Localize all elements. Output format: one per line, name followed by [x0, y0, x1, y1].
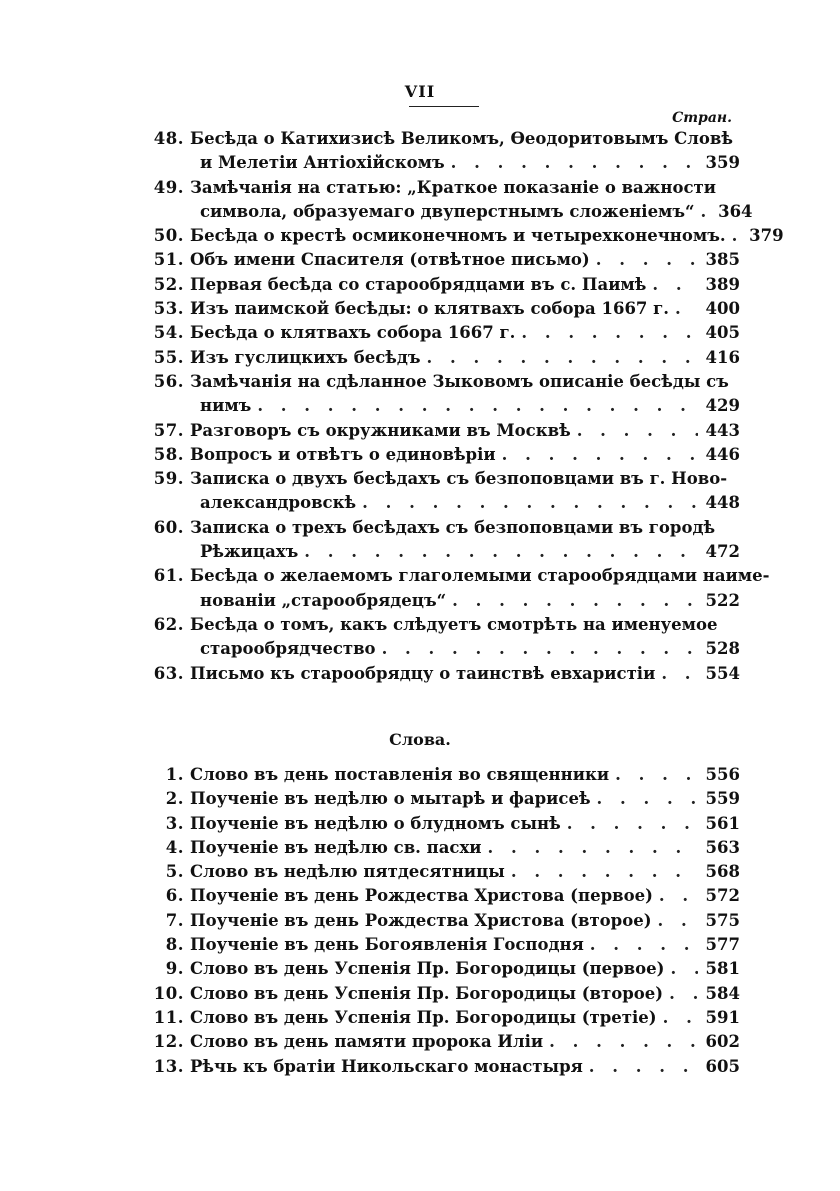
toc-entry	[140, 787, 740, 811]
toc-entry-number: 60.	[153, 517, 184, 537]
toc-entry-number: 54.	[153, 323, 184, 343]
toc-entry-line	[190, 1030, 740, 1054]
toc-entry-number: 59.	[153, 469, 184, 489]
toc-entry	[140, 467, 740, 516]
toc-entry	[140, 370, 740, 419]
toc-entry-line	[190, 248, 740, 272]
toc-page-number: 572	[705, 886, 740, 906]
toc-entry-line	[190, 516, 740, 540]
toc-entry	[140, 1006, 740, 1030]
toc-page-number: 605	[705, 1056, 740, 1076]
toc-entry-title: Бесѣда о Катихизисѣ Великомъ, Ѳеодоритовымъ Словѣ	[190, 129, 734, 148]
toc-entry-body	[190, 321, 740, 345]
toc-entry-title: Рѣжицахъ	[200, 542, 299, 562]
toc-entry-line	[190, 176, 740, 200]
toc-entry	[140, 248, 740, 272]
toc-entry-number: 53.	[153, 299, 184, 319]
toc-page-number: 446	[705, 444, 740, 464]
toc-entry-title: и Мелетіи Антіохійскомъ	[200, 153, 445, 173]
toc-entry-body	[190, 224, 784, 248]
toc-entry-number: 9.	[165, 959, 184, 979]
toc-page-number: 389	[705, 274, 740, 294]
toc-entry-number: 12.	[153, 1032, 184, 1052]
toc-entry-body	[190, 787, 740, 811]
toc-leader-dots	[663, 1006, 698, 1030]
toc-page-number: 364	[718, 201, 753, 221]
toc-entry-title: Слово въ день Успенія Пр. Богородицы (третіе)	[190, 1007, 657, 1027]
toc-section-discourses	[140, 127, 784, 686]
toc-entry-line	[190, 224, 784, 248]
toc-entry-number: 13.	[153, 1056, 184, 1076]
toc-leader-dots	[362, 491, 698, 515]
toc-entry-line	[190, 662, 740, 686]
toc-entry-body	[190, 370, 740, 419]
toc-leader-dots	[615, 763, 698, 787]
toc-leader-dots	[659, 884, 698, 908]
toc-leader-dots	[590, 933, 698, 957]
toc-entry-number: 2.	[165, 789, 184, 809]
toc-entry	[140, 224, 784, 248]
toc-entry-title: символа, образуемаго двуперстнымъ сложеніемъ“	[200, 201, 695, 221]
toc-entry-title: Поученіе въ недѣлю св. пасхи	[190, 837, 482, 857]
toc-entry-body	[190, 763, 740, 787]
toc-page-number: 359	[705, 153, 740, 173]
toc-entry-number: 48.	[153, 129, 184, 148]
toc-entry-number: 10.	[153, 983, 184, 1003]
toc-entry-line	[190, 346, 740, 370]
toc-leader-dots	[597, 787, 698, 811]
toc-leader-dots	[521, 321, 698, 345]
toc-entry-body	[190, 516, 740, 565]
toc-entry-number: 3.	[165, 813, 184, 833]
toc-page-number: 591	[705, 1007, 740, 1027]
toc-entry	[140, 909, 740, 933]
toc-entry-body	[190, 613, 740, 662]
toc-leader-dots	[670, 957, 698, 981]
toc-page-number: 581	[705, 959, 740, 979]
toc-entry	[140, 957, 740, 981]
toc-entry-number: 57.	[153, 420, 184, 440]
toc-entry-title: Изъ паимской бесѣды: о клятвахъ собора 1667 г.	[190, 299, 669, 319]
toc-page-number: 400	[705, 299, 740, 319]
toc-entry	[140, 836, 740, 860]
toc-entry-line	[190, 419, 740, 443]
toc-page-number: 559	[705, 789, 740, 809]
toc-entry-title: Первая бесѣда со старообрядцами въ с. Паимѣ	[190, 274, 647, 294]
toc-entry-body	[190, 909, 740, 933]
toc-entry-line	[190, 787, 740, 811]
toc-leader-dots	[596, 248, 698, 272]
toc-entry-number: 49.	[153, 177, 184, 197]
toc-entry-number: 55.	[153, 347, 184, 367]
toc-entry-line	[190, 394, 740, 418]
toc-page-number: 448	[705, 493, 740, 513]
toc-entry-line	[190, 273, 740, 297]
toc-entry-line	[190, 957, 740, 981]
toc-entry-body	[190, 419, 740, 443]
toc-entry-line	[190, 151, 740, 175]
toc-entry-title: Письмо къ старообрядцу о таинствѣ евхаристіи	[190, 663, 656, 683]
page-number-rule	[409, 106, 479, 107]
toc-section-slova	[140, 763, 740, 1079]
toc-entry-line	[190, 564, 770, 588]
toc-entry-title: нимъ	[200, 396, 252, 416]
toc-entry-title: Слово въ день Успенія Пр. Богородицы (второе)	[190, 983, 664, 1003]
toc-leader-dots	[451, 151, 698, 175]
toc-entry-number: 52.	[153, 274, 184, 294]
toc-leader-dots	[589, 1055, 698, 1079]
toc-entry-line	[190, 982, 740, 1006]
toc-page-number: 563	[705, 837, 740, 857]
toc-entry-title: Бесѣда о томъ, какъ слѣдуетъ смотрѣть на именуемое	[190, 614, 718, 634]
toc-leader-dots	[658, 909, 698, 933]
toc-entry-body	[190, 1006, 740, 1030]
toc-leader-dots	[567, 812, 698, 836]
toc-entry-number: 58.	[153, 444, 184, 464]
toc-leader-dots	[511, 860, 698, 884]
toc-entry-body	[190, 273, 740, 297]
toc-page-number: 385	[705, 250, 740, 270]
toc-entry-number: 62.	[153, 614, 184, 634]
toc-entry-body	[190, 860, 740, 884]
toc-entry-body	[190, 467, 740, 516]
toc-entry-body	[190, 982, 740, 1006]
toc-page-number: 405	[705, 323, 740, 343]
toc-entry-title: Разговоръ съ окружниками въ Москвѣ	[190, 420, 571, 440]
toc-entry-body	[190, 564, 770, 613]
toc-entry-number: 4.	[165, 837, 184, 857]
toc-entry-title: Слово въ день памяти пророка Иліи	[190, 1032, 544, 1052]
toc-entry-number: 56.	[153, 371, 184, 391]
toc-entry	[140, 982, 740, 1006]
toc-entry-title: Слово въ день поставленія во священники	[190, 765, 610, 784]
toc-entry-title: Бесѣда о крестѣ осмиконечномъ и четырехконечномъ.	[190, 226, 726, 246]
toc-leader-dots	[502, 443, 698, 467]
toc-entry-line	[190, 467, 740, 491]
toc-entry-title: Слово въ день Успенія Пр. Богородицы (первое)	[190, 959, 665, 979]
toc-page-number: 577	[705, 935, 740, 955]
toc-entry-line	[190, 370, 740, 394]
toc-entry-number: 50.	[153, 226, 184, 246]
toc-page-number: 528	[705, 639, 740, 659]
toc-entry-body	[190, 884, 740, 908]
toc-entry-title: александровскѣ	[200, 493, 357, 513]
toc-page-number: 429	[705, 396, 740, 416]
toc-leader-dots	[488, 836, 698, 860]
toc-entry-line	[190, 884, 740, 908]
toc-page-number: 584	[705, 983, 740, 1003]
toc-entry	[140, 443, 740, 467]
toc-entry-number: 11.	[153, 1007, 184, 1027]
toc-entry	[140, 1055, 740, 1079]
toc-entry-number: 61.	[153, 566, 184, 586]
toc-entry-title: Замѣчанія на статью: „Краткое показаніе о важности	[190, 177, 716, 197]
toc-page-number: 443	[705, 420, 740, 440]
toc-page-number: 561	[705, 813, 740, 833]
toc-entry	[140, 273, 740, 297]
toc-entry-body	[190, 297, 740, 321]
toc-leader-dots	[701, 200, 711, 224]
toc-entry-body	[190, 127, 740, 176]
toc-entry-title: Поученіе въ день Богоявленія Господня	[190, 935, 584, 955]
toc-page-number: 575	[705, 910, 740, 930]
toc-entry-title: Замѣчанія на сдѣланное Зыковомъ описаніе бесѣды съ	[190, 371, 729, 391]
toc-entry-line	[190, 763, 740, 787]
toc-entry-number: 7.	[165, 910, 184, 930]
toc-entry-number: 1.	[165, 765, 184, 784]
toc-entry-line	[190, 860, 740, 884]
toc-leader-dots	[549, 1030, 698, 1054]
toc-page-number: 472	[705, 542, 740, 562]
toc-entry	[140, 564, 770, 613]
toc-entry-line	[190, 812, 740, 836]
toc-entry-body	[190, 248, 740, 272]
toc-entry-title: Бесѣда о желаемомъ глаголемыми старообрядцами наиме-	[190, 566, 770, 586]
toc-entry-body	[190, 957, 740, 981]
toc-page-number: 416	[705, 347, 740, 367]
toc-entry-line	[190, 297, 740, 321]
toc-entry-title: Изъ гуслицкихъ бесѣдъ	[190, 347, 421, 367]
toc-entry-number: 63.	[153, 663, 184, 683]
toc-entry	[140, 419, 740, 443]
toc-entry-line	[190, 127, 740, 151]
toc-entry	[140, 1030, 740, 1054]
toc-entry	[140, 321, 740, 345]
toc-leader-dots	[669, 982, 698, 1006]
toc-entry	[140, 127, 740, 176]
toc-entry	[140, 933, 740, 957]
toc-entry-line	[190, 1055, 740, 1079]
toc-entry-title: Записка о двухъ бесѣдахъ съ безпоповцами въ г. Ново-	[190, 469, 728, 489]
toc-entry-number: 6.	[165, 886, 184, 906]
toc-leader-dots	[577, 419, 698, 443]
toc-leader-dots	[257, 394, 698, 418]
toc-leader-dots	[382, 637, 698, 661]
toc-leader-dots	[427, 346, 698, 370]
toc-entry	[140, 613, 740, 662]
toc-entry	[140, 860, 740, 884]
toc-entry-line	[190, 540, 740, 564]
toc-entry-line	[190, 200, 753, 224]
toc-entry-body	[190, 812, 740, 836]
toc-entry	[140, 884, 740, 908]
toc-entry-number: 5.	[165, 862, 184, 882]
toc-entry-title: Бесѣда о клятвахъ собора 1667 г.	[190, 323, 516, 343]
toc-entry-line	[190, 909, 740, 933]
page-column-header: Стран.	[672, 110, 732, 126]
toc-entry-line	[190, 589, 740, 613]
toc-leader-dots	[661, 662, 698, 686]
toc-entry	[140, 662, 740, 686]
toc-page-number: 522	[705, 590, 740, 610]
toc-entry-body	[190, 662, 740, 686]
toc-entry-body	[190, 346, 740, 370]
toc-entry-title: старообрядчество	[200, 639, 376, 659]
toc-entry	[140, 297, 740, 321]
toc-entry-body	[190, 1030, 740, 1054]
toc-entry	[140, 346, 740, 370]
toc-page-number: 554	[705, 663, 740, 683]
toc-entry-title: Поученіе въ недѣлю о мытарѣ и фарисеѣ	[190, 789, 591, 809]
toc-entry-title: Вопросъ и отвѣтъ о единовѣріи	[190, 444, 496, 464]
toc-leader-dots	[675, 297, 698, 321]
toc-leader-dots	[732, 224, 742, 248]
toc-entry-body	[190, 933, 740, 957]
toc-entry-body	[190, 176, 753, 225]
toc-leader-dots	[304, 540, 698, 564]
toc-entry-title: нованіи „старообрядецъ“	[200, 590, 447, 610]
toc-entry-title: Объ имени Спасителя (отвѣтное письмо)	[190, 250, 590, 270]
toc-entry-number: 51.	[153, 250, 184, 270]
toc-leader-dots	[652, 273, 698, 297]
toc-page-number: 556	[705, 765, 740, 784]
toc-entry-title: Поученіе въ день Рождества Христова (второе)	[190, 910, 652, 930]
toc-entry	[140, 516, 740, 565]
toc-entry	[140, 812, 740, 836]
toc-entry-line	[190, 613, 740, 637]
toc-page-number: 379	[749, 226, 784, 246]
toc-entry-title: Слово въ недѣлю пятдесятницы	[190, 862, 505, 882]
toc-entry-title: Рѣчь къ братіи Никольскаго монастыря	[190, 1056, 583, 1076]
toc-entry-line	[190, 933, 740, 957]
toc-entry-line	[190, 1006, 740, 1030]
section-title-slova: Слова.	[389, 730, 451, 749]
toc-entry-body	[190, 1055, 740, 1079]
toc-entry-body	[190, 443, 740, 467]
toc-entry	[140, 176, 753, 225]
toc-entry-title: Поученіе въ недѣлю о блудномъ сынѣ	[190, 813, 561, 833]
toc-entry-line	[190, 836, 740, 860]
page-number: VII	[404, 82, 436, 101]
toc-entry-body	[190, 836, 740, 860]
toc-entry	[140, 763, 740, 787]
toc-entry-line	[190, 491, 740, 515]
toc-entry-number: 8.	[165, 935, 184, 955]
toc-page-number: 568	[705, 862, 740, 882]
toc-page-number: 602	[705, 1032, 740, 1052]
toc-entry-line	[190, 443, 740, 467]
toc-entry-title: Поученіе въ день Рождества Христова (первое)	[190, 886, 653, 906]
toc-entry-title: Записка о трехъ бесѣдахъ съ безпоповцами въ городѣ	[190, 517, 716, 537]
toc-entry-line	[190, 637, 740, 661]
toc-leader-dots	[452, 589, 698, 613]
toc-entry-line	[190, 321, 740, 345]
